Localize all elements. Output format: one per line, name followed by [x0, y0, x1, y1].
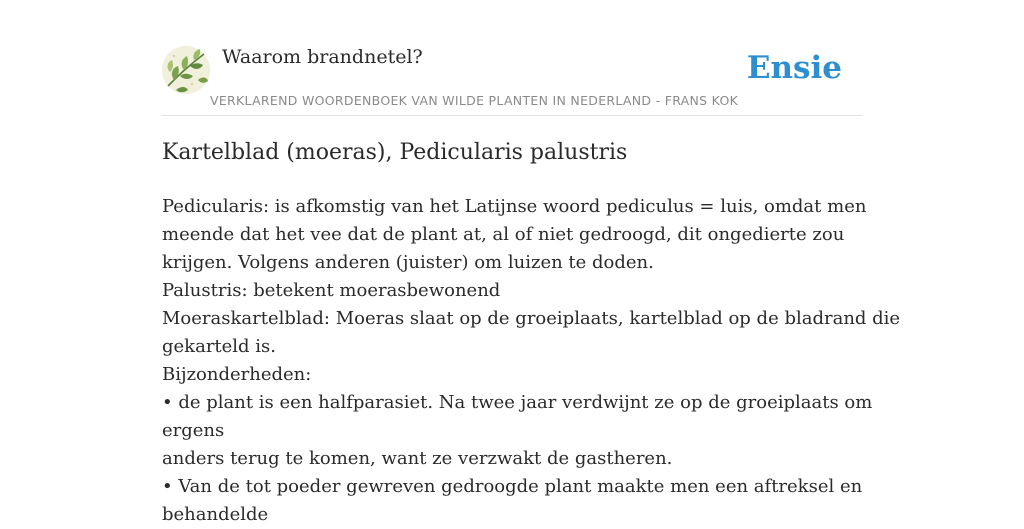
- header-divider: [162, 115, 862, 116]
- body-line: Moeraskartelblad: Moeras slaat op de groeiplaats, kartelblad op de bladrand die: [162, 308, 901, 329]
- entry-title: Kartelblad (moeras), Pedicularis palustris: [162, 140, 628, 165]
- plant-illustration-icon[interactable]: [162, 46, 210, 94]
- entry-body: [162, 193, 901, 529]
- brand-logo[interactable]: Ensie: [746, 50, 842, 86]
- site-title[interactable]: Waarom brandnetel?: [222, 46, 423, 68]
- body-line: ergens: [162, 420, 225, 441]
- body-line: Bijzonderheden:: [162, 364, 312, 385]
- plant-illustration-svg: [162, 46, 210, 94]
- body-line: gekarteld is.: [162, 336, 277, 357]
- body-line: Pedicularis: is afkomstig van het Latijnse woord pediculus = luis, omdat men: [162, 196, 867, 217]
- dictionary-subtitle[interactable]: VERKLAREND WOORDENBOEK VAN WILDE PLANTEN IN NEDERLAND - FRANS KOK: [210, 93, 739, 108]
- body-line: Palustris: betekent moerasbewonend: [162, 280, 501, 301]
- body-line: • Van de tot poeder gewreven gedroogde plant maakte men een aftreksel en: [162, 476, 863, 497]
- body-line: anders terug te komen, want ze verzwakt de gastheren.: [162, 448, 673, 469]
- body-line: behandelde: [162, 504, 269, 525]
- body-line: meende dat het vee dat de plant at, al of niet gedroogd, dit ongedierte zou: [162, 224, 845, 245]
- body-line: • de plant is een halfparasiet. Na twee jaar verdwijnt ze op de groeiplaats om: [162, 392, 873, 413]
- body-line: krijgen. Volgens anderen (juister) om luizen te doden.: [162, 252, 654, 273]
- header: [162, 46, 862, 116]
